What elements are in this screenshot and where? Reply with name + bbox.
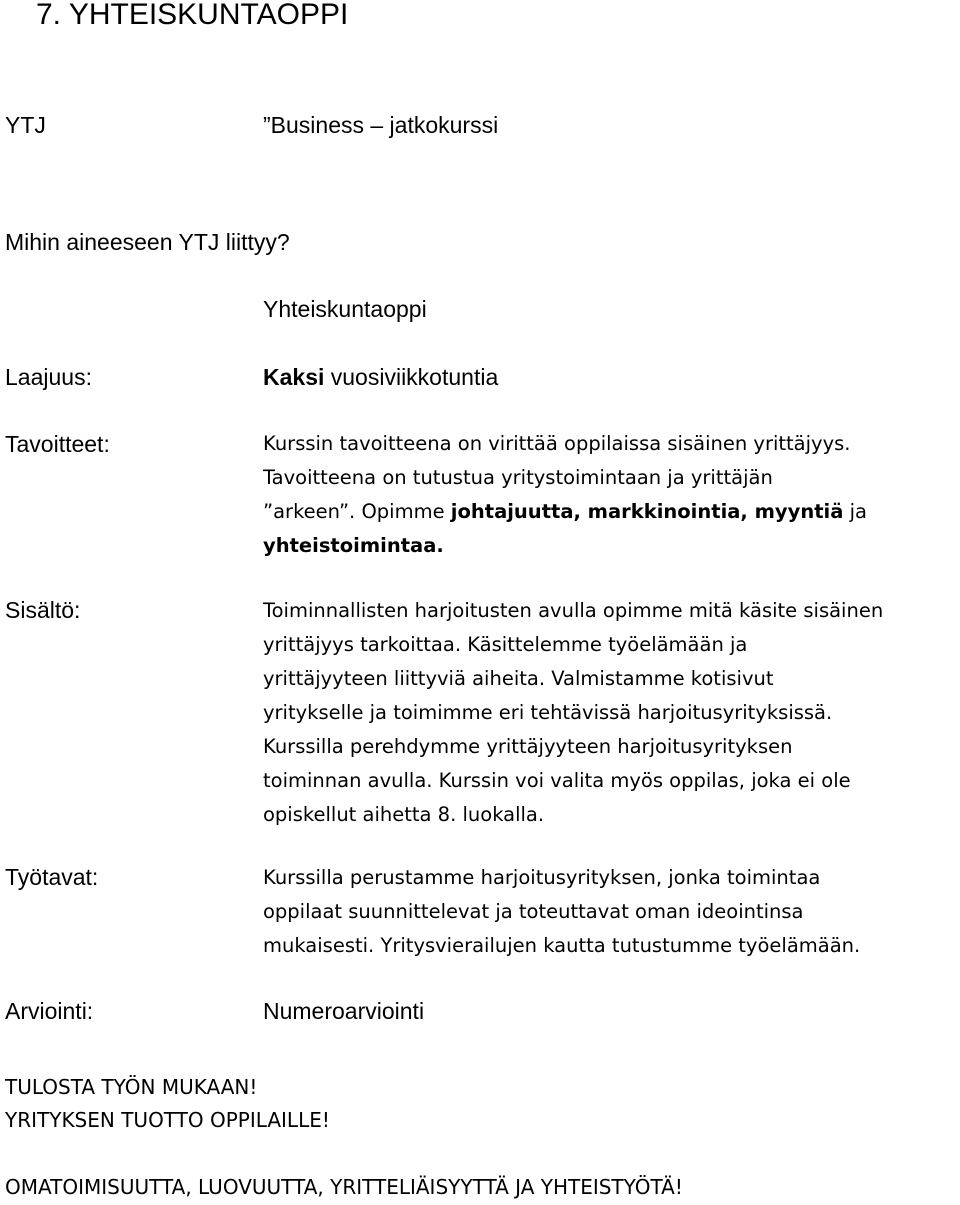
content-label: Sisältö:: [5, 597, 81, 623]
subject-question: Mihin aineeseen YTJ liittyy?: [5, 229, 290, 255]
content-line: Kurssilla perehdymme yrittäjyyteen harjoitusyrityksen: [263, 735, 793, 758]
goals-bold-topics: johtajuutta, markkinointia, myyntiä: [450, 500, 844, 523]
methods-line: Kurssilla perustamme harjoitusyrityksen, jonka toimintaa: [263, 866, 821, 889]
assessment-label: Arviointi:: [5, 998, 94, 1024]
content-line: yrittäjyys tarkoittaa. Käsittelemme työelämään ja: [263, 633, 748, 656]
scope-rest: vuosiviikkotuntia: [324, 364, 499, 390]
methods-text: [263, 861, 958, 963]
scope-bold: Kaksi: [263, 364, 325, 390]
content-line: Toiminnallisten harjoitusten avulla opimme mitä käsite sisäinen: [263, 599, 884, 622]
methods-line: mukaisesti. Yritysvierailujen kautta tutustumme työelämään.: [263, 934, 861, 957]
course-code: YTJ: [5, 112, 46, 138]
goals-line: Tavoitteena on tutustua yritystoimintaan ja yrittäjän: [263, 466, 773, 489]
subject-answer: Yhteiskuntaoppi: [263, 296, 427, 322]
goals-line: Kurssin tavoitteena on virittää oppilaissa sisäinen yrittäjyys.: [263, 432, 851, 455]
goals-label: Tavoitteet:: [5, 431, 110, 457]
content-line: toiminnan avulla. Kurssin voi valita myös oppilas, joka ei ole: [263, 769, 851, 792]
footer-line-3: OMATOIMISUUTTA, LUOVUUTTA, YRITTELIÄISYYTTÄ JA YHTEISTYÖTÄ!: [5, 1175, 683, 1199]
content-line: yritykselle ja toimimme eri tehtävissä harjoitusyrityksissä.: [263, 701, 833, 724]
goals-line: [263, 529, 958, 563]
content-text: [263, 594, 958, 832]
footer-line-2: YRITYKSEN TUOTTO OPPILAILLE!: [5, 1108, 330, 1132]
content-line: opiskellut aihetta 8. luokalla.: [263, 803, 545, 826]
methods-label: Työtavat:: [5, 864, 99, 890]
page-title: 7. YHTEISKUNTAOPPI: [36, 0, 349, 31]
goals-bold-cooperation: yhteistoimintaa.: [263, 534, 444, 557]
assessment-value: Numeroarviointi: [263, 998, 425, 1024]
goals-text: [263, 427, 958, 563]
footer-line-1: TULOSTA TYÖN MUKAAN!: [5, 1075, 258, 1099]
goals-line: ”arkeen”. Opimme johtajuutta, markkinointia, myyntiä ja: [263, 500, 867, 523]
scope-value: [263, 364, 498, 391]
methods-line: oppilaat suunnittelevat ja toteuttavat oman ideointinsa: [263, 900, 804, 923]
course-name: ”Business – jatkokurssi: [263, 112, 499, 138]
content-line: yrittäjyyteen liittyviä aiheita. Valmistamme kotisivut: [263, 667, 774, 690]
scope-label: Laajuus:: [5, 364, 92, 390]
